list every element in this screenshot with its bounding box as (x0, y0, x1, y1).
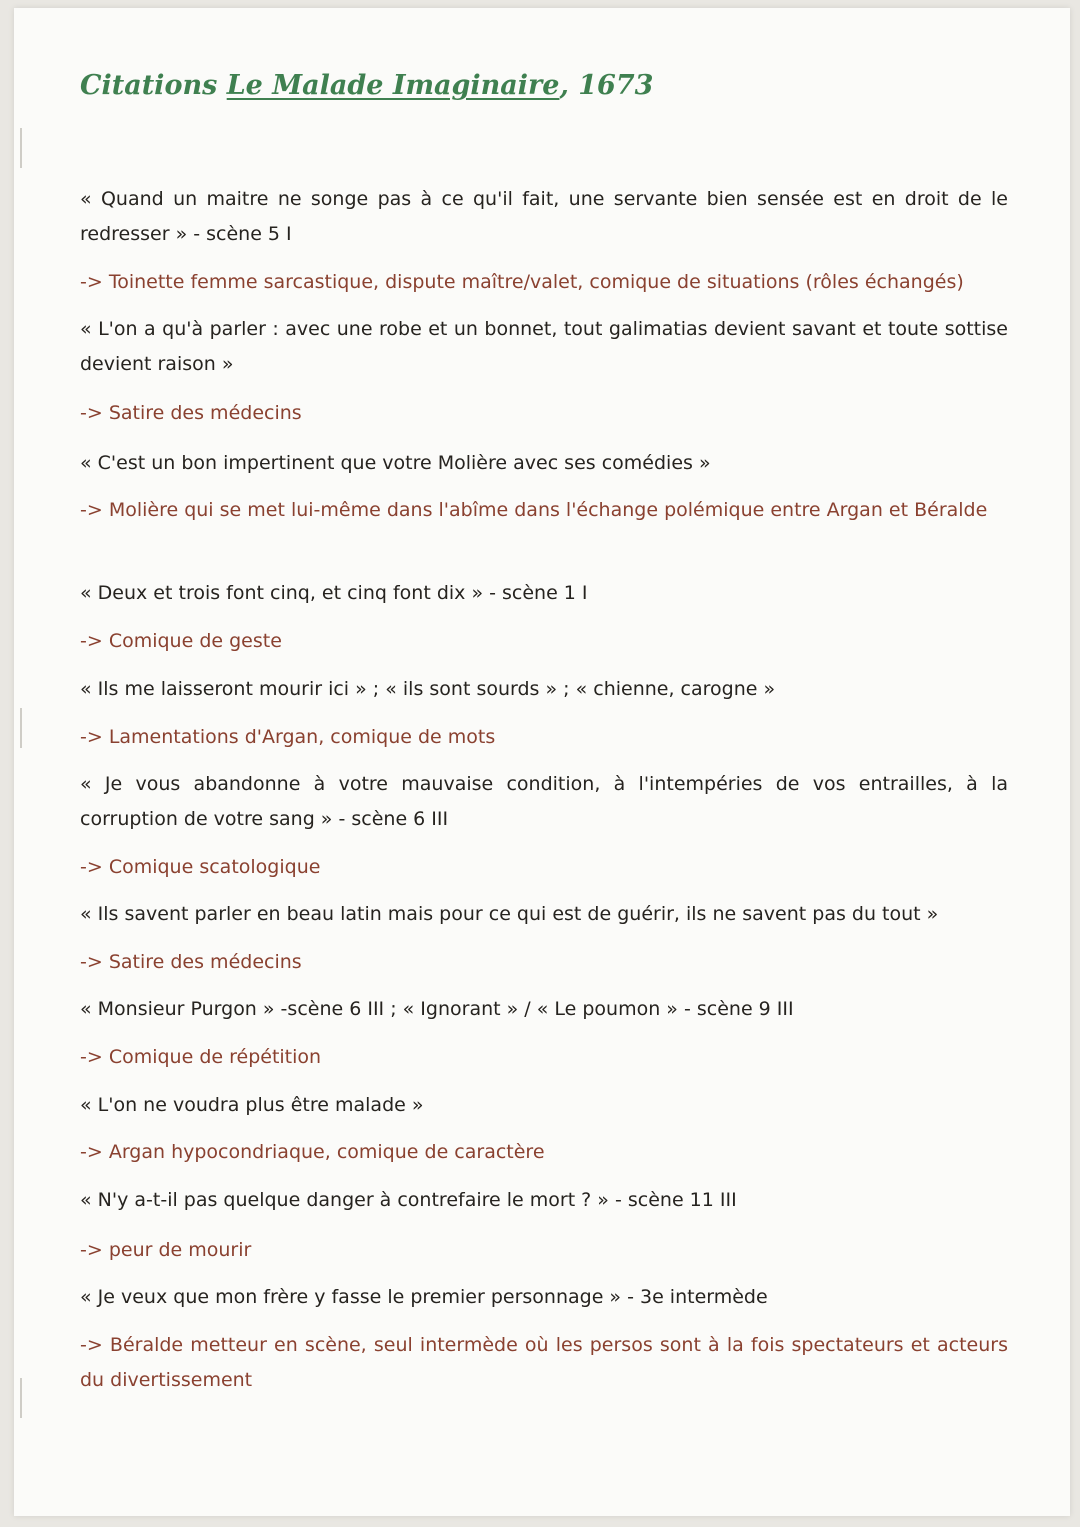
quote-7: « Ils savent parler en beau latin mais pour ce qui est de guérir, ils ne savent pas du tout » (80, 903, 939, 925)
margin-mark (20, 128, 22, 168)
comment-9: -> Argan hypocondriaque, comique de caractère (80, 1141, 545, 1163)
title-prefix: Citations (80, 70, 227, 101)
quote-11: « Je veux que mon frère y fasse le premier personnage » - 3e intermède (80, 1286, 768, 1308)
quote-2: « L'on a qu'à parler : avec une robe et un bonnet, tout galimatias devient savant et toute sottise devient raison » (80, 318, 1008, 375)
quote-10: « N'y a-t-il pas quelque danger à contrefaire le mort ? » - scène 11 III (80, 1189, 737, 1211)
quote-5: « Ils me laisseront mourir ici » ; « ils sont sourds » ; « chienne, carogne » (80, 678, 776, 700)
title-year: , 1673 (559, 70, 654, 101)
quote-1: « Quand un maitre ne songe pas à ce qu'il fait, une servante bien sensée est en droit de le redresser » - scène 5 I (80, 188, 1008, 245)
comment-3: -> Molière qui se met lui-même dans l'abîme dans l'échange polémique entre Argan et Béralde (80, 499, 988, 521)
quote-3: « C'est un bon impertinent que votre Molière avec ses comédies » (80, 452, 711, 474)
quote-6: « Je vous abandonne à votre mauvaise condition, à l'intempéries de vos entrailles, à la corruption de votre sang » - scène 6 III (80, 773, 1008, 830)
comment-1: -> Toinette femme sarcastique, dispute maître/valet, comique de situations (rôles échangés) (80, 271, 964, 293)
comment-5: -> Lamentations d'Argan, comique de mots (80, 726, 496, 748)
comment-6: -> Comique scatologique (80, 856, 321, 878)
comment-4: -> Comique de geste (80, 630, 282, 652)
quote-4: « Deux et trois font cinq, et cinq font dix » - scène 1 I (80, 582, 588, 604)
page-title (80, 70, 653, 101)
comment-10: -> peur de mourir (80, 1239, 252, 1261)
margin-mark (20, 1378, 22, 1418)
comment-8: -> Comique de répétition (80, 1046, 322, 1068)
margin-mark (20, 708, 22, 748)
quote-8: « Monsieur Purgon » -scène 6 III ; « Ignorant » / « Le poumon » - scène 9 III (80, 998, 794, 1020)
title-book: Le Malade Imaginaire (226, 70, 560, 101)
comment-11: -> Béralde metteur en scène, seul intermède où les persos sont à la fois spectateurs et acteurs du divertissement (80, 1334, 1008, 1391)
comment-2: -> Satire des médecins (80, 402, 302, 424)
quote-9: « L'on ne voudra plus être malade » (80, 1094, 424, 1116)
comment-7: -> Satire des médecins (80, 951, 302, 973)
